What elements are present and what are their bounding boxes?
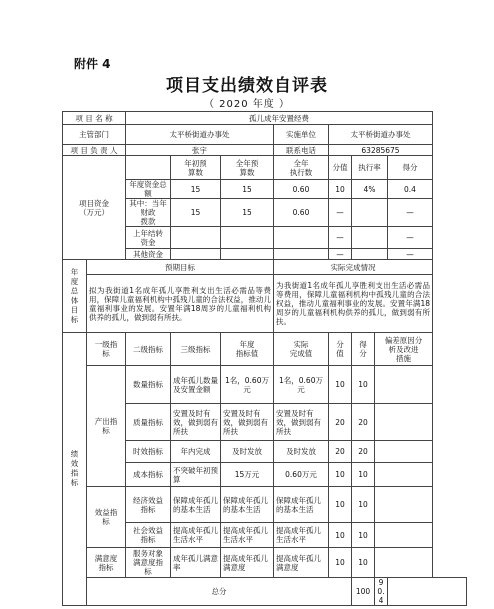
fund-row-name: 上年结转 资金: [126, 227, 171, 249]
fund-row-annual: 15: [171, 199, 221, 227]
ind-level2: 成本指标: [126, 463, 171, 487]
ind-target: 1名，0.60万元: [221, 366, 274, 404]
fund-row-points: —: [388, 249, 433, 260]
fund-row-full: 15: [221, 180, 274, 199]
ind-score: 20: [329, 441, 352, 463]
col-score: 分值: [329, 156, 352, 180]
col-rate: 执行率: [352, 156, 388, 180]
ind-target: 提高成年孤儿生活水平: [221, 523, 274, 548]
fund-row-points: —: [388, 227, 433, 249]
ind-reason: [375, 487, 433, 523]
output-label: 产出指 标: [87, 366, 126, 487]
fund-row-full: [221, 249, 274, 260]
dept-value: 太平桥街道办事处: [126, 125, 274, 145]
fund-row-name: 年度资金总额: [126, 180, 171, 199]
ind-level2: 经济效益 指标: [126, 487, 171, 523]
expected-goal-label: 预期目标: [87, 260, 274, 275]
indicators-label: 绩效指标: [63, 333, 87, 606]
ind-actual: 0.60万元: [274, 463, 329, 487]
fund-row-exec: 0.60: [274, 199, 329, 227]
ind-actual: 提高成年孤儿生活水平: [274, 523, 329, 548]
ind-points: 10: [352, 487, 375, 523]
funds-label: 项目资金 （万元）: [63, 156, 126, 260]
ind-level3: 年内完成: [171, 441, 221, 463]
ind-level3: 成年孤儿数量及安置金额: [171, 366, 221, 404]
dept-label: 主管部门: [63, 125, 126, 145]
ind-score: 20: [329, 404, 352, 441]
ind-reason: [375, 463, 433, 487]
actual-goal-text: 为我街道1名成年孤儿享胜利支出生活必需品等费用，保障儿童福利机构中孤残儿童的合法权益，推动儿童福利事业的发展。安置年满18周岁的儿童福利机构供养的孤儿，做到弱有所扶。: [274, 275, 433, 333]
fund-row-points: 0.4: [388, 180, 433, 199]
leader-label: 项 目 负 责 人: [63, 145, 126, 156]
actual-goal-label: 实际完成情况: [274, 260, 433, 275]
col-execution: 全年 执行数: [274, 156, 329, 180]
ind-level2: 时效指标: [126, 441, 171, 463]
page-title: 项目支出绩效自评表: [166, 76, 328, 96]
fund-row-rate: [352, 227, 388, 249]
ind-level3: 成年孤儿满意率: [171, 548, 221, 578]
impl-value: 太平桥街道办事处: [329, 125, 433, 145]
self-evaluation-table: [62, 111, 467, 606]
year-label: （ 2020 年度 ）: [204, 99, 290, 110]
phone-label: 联系电话: [274, 145, 329, 156]
col-full-budget: 全年预 算数: [221, 156, 274, 180]
ind-level3: 不突破年初预算: [171, 463, 221, 487]
h-reason: 偏差原因分 析及改进 措施: [375, 333, 433, 366]
ind-points: 10: [352, 548, 375, 578]
fund-row-name: 其中：当年财政 拨款: [126, 199, 171, 227]
fund-row-full: [221, 227, 274, 249]
h-level2: 二级指标: [126, 333, 171, 366]
h-level1: 一级指 标: [87, 333, 126, 366]
h-actual: 实际 完成值: [274, 333, 329, 366]
ind-actual: 提高成年孤儿满意度: [274, 548, 329, 578]
fund-row-exec: 0.60: [274, 180, 329, 199]
fund-row-annual: [171, 227, 221, 249]
ind-reason: [375, 548, 433, 578]
total-score: 100: [352, 578, 375, 606]
fund-row-full: 15: [221, 199, 274, 227]
h-points: 得 分: [352, 333, 375, 366]
ind-score: 10: [329, 366, 352, 404]
ind-points: 20: [352, 404, 375, 441]
ind-reason: [375, 404, 433, 441]
ind-reason: [375, 441, 433, 463]
ind-level2: 社会效益 指标: [126, 523, 171, 548]
col-annual-budget: 年初预 算数: [171, 156, 221, 180]
ind-target: 15万元: [221, 463, 274, 487]
ind-target: 提高成年孤儿满意度: [221, 548, 274, 578]
h-score: 分 值: [329, 333, 352, 366]
ind-actual: 保障成年孤儿的基本生活: [274, 487, 329, 523]
fund-row-exec: [274, 249, 329, 260]
total-points: 90.4: [375, 578, 388, 606]
ind-points: 20: [352, 441, 375, 463]
ind-score: 10: [329, 487, 352, 523]
ind-target: 安置及时有效，做到弱有所扶: [221, 404, 274, 441]
fund-row-rate: [352, 199, 388, 227]
ind-score: 10: [329, 548, 352, 578]
ind-level2: 数量指标: [126, 366, 171, 404]
ind-points: 10: [352, 366, 375, 404]
col-points: 得分: [388, 156, 433, 180]
ind-level3: 提高成年孤儿生活水平: [171, 523, 221, 548]
leader-value: 张宇: [126, 145, 274, 156]
h-level3: 三级指标: [171, 333, 221, 366]
impl-label: 实施单位: [274, 125, 329, 145]
expected-goal-text: 拟为我街道1名成年孤儿享胜利支出生活必需品等费用，保障儿童福利机构中孤残儿童的合法权益，推动儿童福利事业的发展。安置年满18周岁的儿童福利机构供养的孤儿，做到弱有所扶。: [87, 275, 274, 333]
fund-row-score: 10: [329, 180, 352, 199]
fund-row-rate: 4%: [352, 180, 388, 199]
h-target: 年度 指标值: [221, 333, 274, 366]
ind-actual: 1名，0.60万元: [274, 366, 329, 404]
effect-label: 效益指 标: [87, 487, 126, 548]
project-name-label: 项 目 名 称: [63, 112, 126, 125]
fund-row-annual: [171, 249, 221, 260]
ind-actual: 及时发放: [274, 441, 329, 463]
ind-level2: 服务对象 满意度指 标: [126, 548, 171, 578]
phone-value: 63285675: [329, 145, 433, 156]
fund-row-points: —: [388, 199, 433, 227]
ind-level3: 保障成年孤儿的基本生活: [171, 487, 221, 523]
ind-reason: [375, 366, 433, 404]
satisfaction-label: 满意度 指标: [87, 548, 126, 578]
ind-target: 及时发放: [221, 441, 274, 463]
fund-row-score: —: [329, 249, 352, 260]
project-name: 孤儿成年安置经费: [126, 112, 433, 125]
fund-row-score: —: [329, 199, 352, 227]
ind-score: 10: [329, 463, 352, 487]
ind-points: 10: [352, 523, 375, 548]
ind-points: 10: [352, 463, 375, 487]
fund-row-annual: 15: [171, 180, 221, 199]
ind-score: 10: [329, 523, 352, 548]
ind-target: 保障成年孤儿的基本生活: [221, 487, 274, 523]
attachment-label: 附件 4: [74, 57, 111, 71]
ind-reason: [375, 523, 433, 548]
total-label: 总分: [87, 578, 352, 606]
annual-goal-label: 年度总体目标: [63, 260, 87, 333]
ind-level3: 安置及时有效，做到弱有所扶: [171, 404, 221, 441]
fund-row-score: —: [329, 227, 352, 249]
fund-row-exec: [274, 227, 329, 249]
ind-actual: 安置及时有效，做到弱有所扶: [274, 404, 329, 441]
fund-row-rate: [352, 249, 388, 260]
ind-level2: 质量指标: [126, 404, 171, 441]
fund-row-name: 其他资金: [126, 249, 171, 260]
